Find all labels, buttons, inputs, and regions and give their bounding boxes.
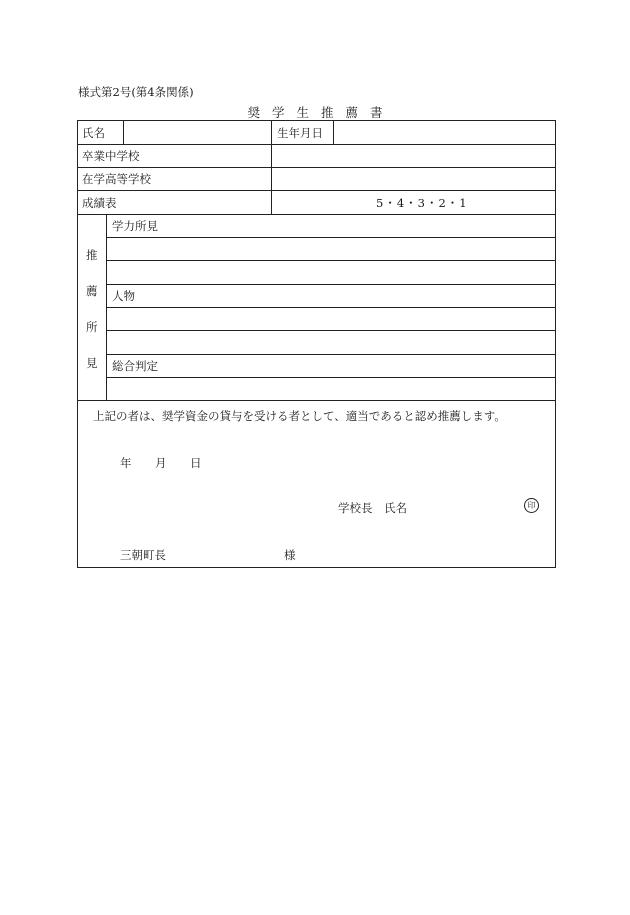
birthdate-field[interactable]: [335, 122, 553, 142]
name-field[interactable]: [125, 122, 269, 142]
title-char: 奨: [247, 105, 260, 120]
name-label: 氏名: [82, 126, 105, 140]
column-divider: [271, 120, 272, 214]
recommendation-char: 薦: [86, 284, 98, 298]
high-school-label: 在学高等学校: [82, 172, 151, 186]
recommendation-statement: 上記の者は、奨学資金の貸与を受ける者として、適当であると認め推薦します。: [93, 409, 506, 423]
overall-label: 総合判定: [112, 359, 158, 373]
seal-icon: 印: [524, 498, 539, 513]
addressee-honorific: 様: [284, 548, 296, 562]
junior-high-label: 卒業中学校: [82, 149, 140, 163]
date-year: 年: [120, 456, 132, 470]
principal-label: 学校長 氏名: [338, 501, 407, 515]
title-char: 学: [271, 105, 285, 120]
recommendation-char: 推: [86, 248, 98, 262]
character-field[interactable]: [108, 309, 553, 352]
overall-field[interactable]: [108, 379, 553, 398]
title-char: 薦: [345, 105, 359, 120]
date-month: 月: [155, 456, 167, 470]
row-divider: [77, 190, 556, 191]
title-char: 推: [321, 105, 334, 120]
document-title: [0, 103, 630, 121]
row-divider: [77, 167, 556, 168]
addressee-title: 三朝町長: [120, 548, 166, 562]
title-char: 生: [296, 105, 309, 120]
row-divider: [77, 144, 556, 145]
high-school-field[interactable]: [273, 169, 553, 188]
row-divider: [77, 400, 556, 401]
row-divider: [106, 284, 556, 285]
grades-label: 成績表: [82, 196, 117, 210]
title-char: 書: [370, 105, 383, 120]
form-number: 様式第2号(第4条関係): [78, 85, 194, 99]
column-divider: [333, 120, 334, 144]
academic-field[interactable]: [108, 239, 553, 282]
row-divider: [106, 377, 556, 378]
column-divider: [123, 120, 124, 144]
academic-label: 学力所見: [112, 219, 158, 233]
row-divider: [106, 237, 556, 238]
character-label: 人物: [112, 289, 135, 303]
birthdate-label: 生年月日: [277, 126, 323, 140]
row-divider: [106, 354, 556, 355]
row-divider: [77, 214, 556, 215]
date-day: 日: [190, 456, 202, 470]
recommendation-char: 所: [86, 320, 98, 334]
junior-high-field[interactable]: [273, 146, 553, 165]
row-divider: [106, 307, 556, 308]
column-divider: [106, 214, 107, 400]
recommendation-char: 見: [86, 356, 98, 370]
grades-scale[interactable]: 5・4・3・2・1: [376, 196, 468, 210]
